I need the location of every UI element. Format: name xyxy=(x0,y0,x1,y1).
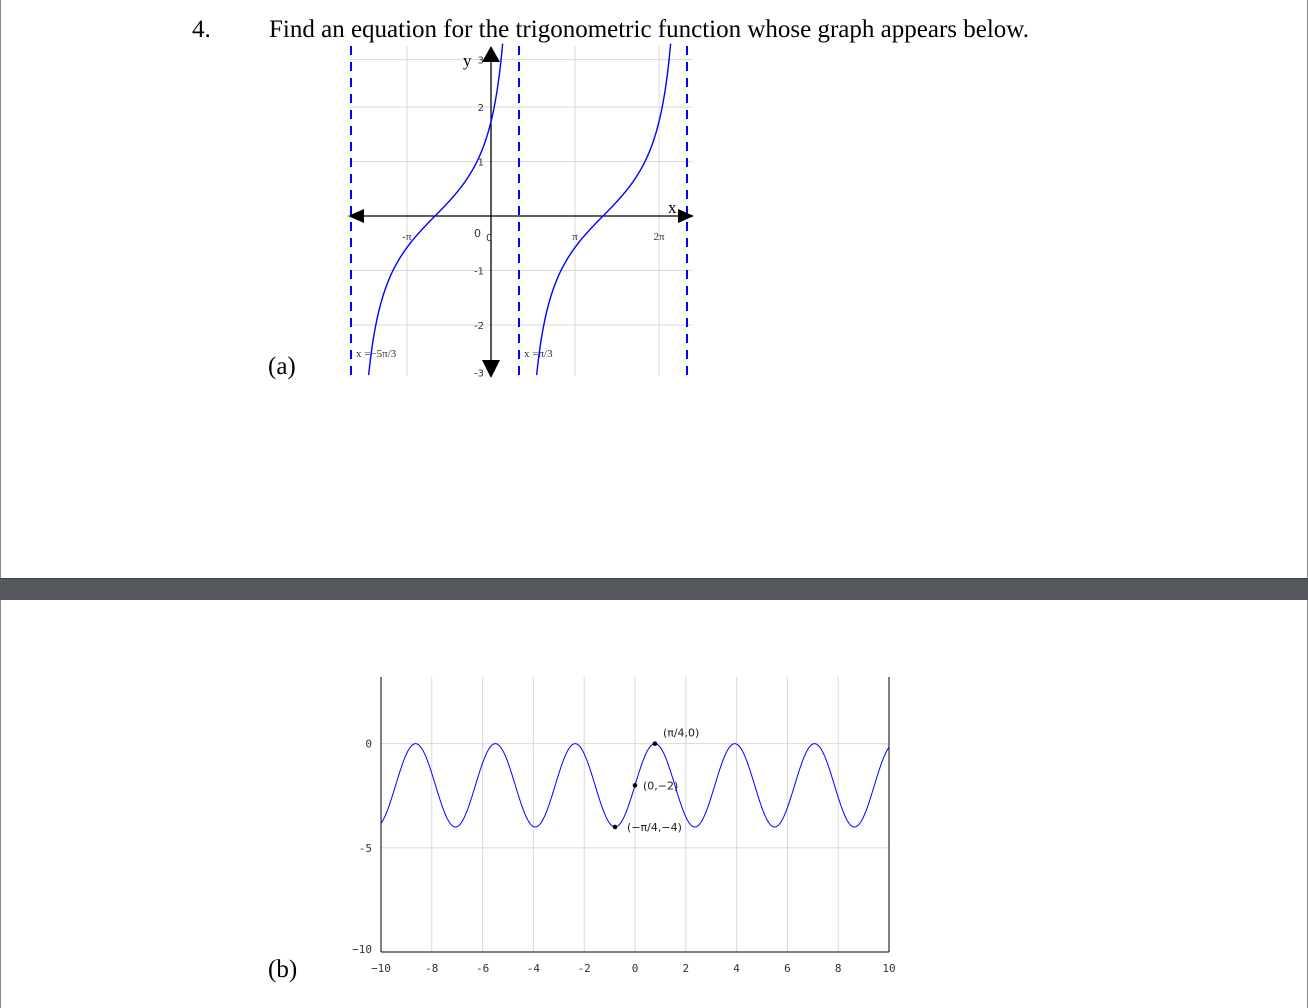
y-tick-label: 1 xyxy=(477,157,484,169)
point-label: (−π/4,−4) xyxy=(627,821,682,834)
x-axis-label: x xyxy=(668,198,677,217)
x-tick-label: 2π xyxy=(653,231,665,243)
data-point xyxy=(653,741,658,746)
data-point xyxy=(613,825,618,830)
y-tick-label: -5 xyxy=(358,841,372,855)
y-axis-label: y xyxy=(463,51,472,70)
asymptote-label: x =π/3 xyxy=(524,348,553,360)
x-tick-label: 2 xyxy=(682,962,690,975)
data-point xyxy=(633,783,638,788)
y-tick-label: -1 xyxy=(474,266,484,278)
y-tick-label: 3 xyxy=(477,55,484,67)
y-tick-label: 2 xyxy=(477,103,484,114)
y-tick-label: −10 xyxy=(352,943,372,956)
part-a-label: (a) xyxy=(268,353,296,380)
x-tick-label: -4 xyxy=(526,962,541,975)
point-label: (0,−2) xyxy=(643,779,679,793)
x-tick-label: 0 xyxy=(631,962,639,975)
point-label: (π/4,0) xyxy=(662,726,700,740)
origin-label-0: 0 xyxy=(474,227,481,240)
y-tick-label: -3 xyxy=(474,368,484,380)
y-tick-label: -2 xyxy=(474,321,484,332)
x-tick-label: -2 xyxy=(577,962,591,975)
x-tick-label: -6 xyxy=(475,962,490,975)
y-tick-label: 0 xyxy=(365,737,372,751)
x-tick-label: 0 xyxy=(486,233,493,244)
x-tick-label: 8 xyxy=(834,962,842,975)
x-tick-label: −10 xyxy=(371,962,391,975)
asymptote-label: x =−5π/3 xyxy=(356,348,397,360)
question-number: 4. xyxy=(192,16,211,43)
x-tick-label: π xyxy=(572,231,578,243)
x-tick-label: 6 xyxy=(784,962,791,975)
x-tick-label: 4 xyxy=(733,962,740,975)
x-tick-label: -π xyxy=(402,231,412,243)
x-tick-label: 10 xyxy=(882,962,896,975)
question-text: Find an equation for the trigonometric function whose graph appears below. xyxy=(269,16,1029,43)
part-b-label: (b) xyxy=(268,956,298,983)
x-tick-label: -8 xyxy=(425,962,439,975)
